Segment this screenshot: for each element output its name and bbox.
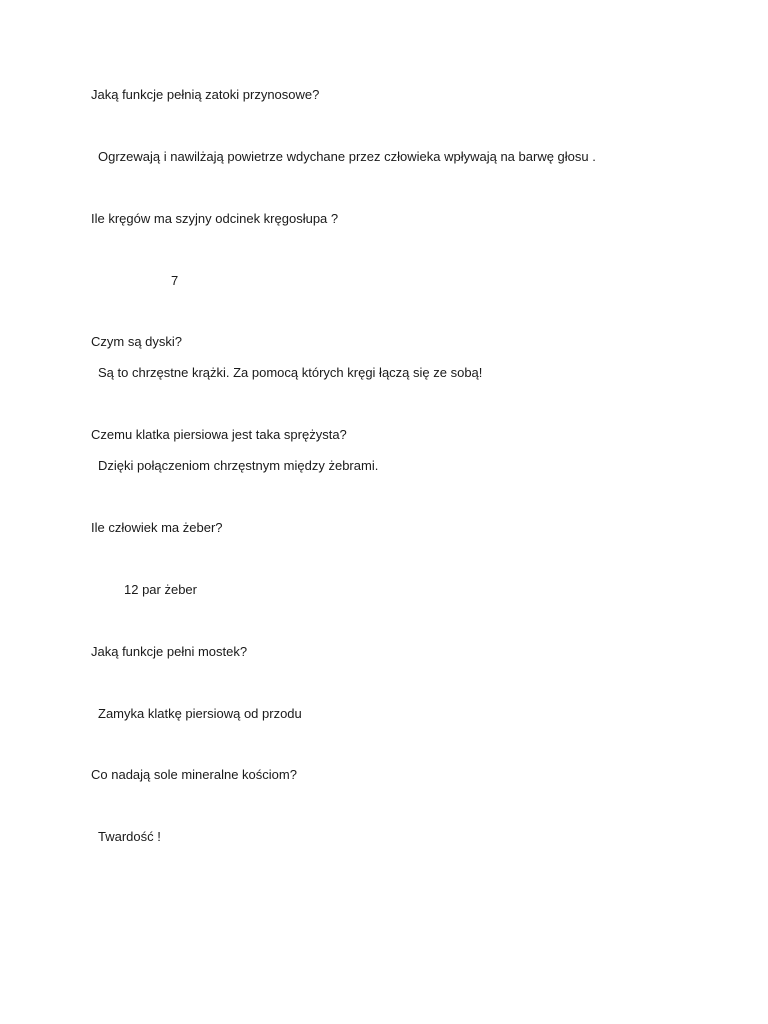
question-1: Jaką funkcje pełnią zatoki przynosowe? (91, 87, 320, 102)
answer-6: Zamyka klatkę piersiową od przodu (98, 706, 302, 721)
question-7: Co nadają sole mineralne kościom? (91, 767, 297, 782)
question-2: Ile kręgów ma szyjny odcinek kręgosłupa ? (91, 211, 339, 226)
answer-5: 12 par żeber (124, 582, 197, 597)
question-6: Jaką funkcje pełni mostek? (91, 644, 248, 659)
answer-4: Dzięki połączeniom chrzęstnym między żebrami. (98, 458, 379, 473)
question-4: Czemu klatka piersiowa jest taka sprężysta? (91, 427, 347, 442)
answer-1: Ogrzewają i nawilżają powietrze wdychane przez człowieka wpływają na barwę głosu . (98, 149, 596, 164)
question-3: Czym są dyski? (91, 334, 183, 349)
question-5: Ile człowiek ma żeber? (91, 520, 223, 535)
answer-7: Twardość ! (98, 829, 161, 844)
answer-2: 7 (171, 273, 179, 288)
answer-3: Są to chrzęstne krążki. Za pomocą których kręgi łączą się ze sobą! (98, 365, 483, 380)
